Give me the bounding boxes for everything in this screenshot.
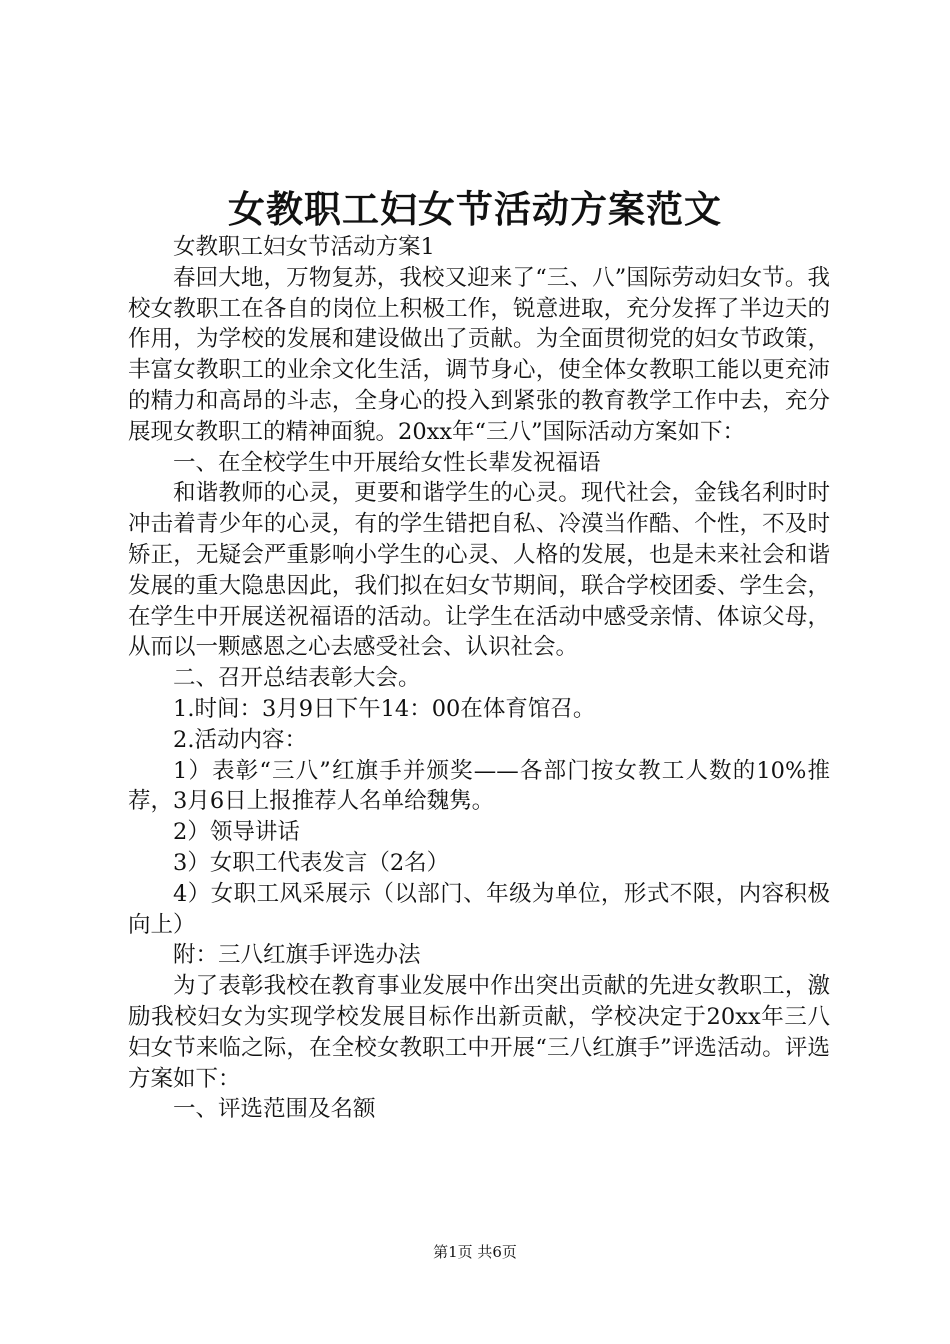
list-item: 3）女职工代表发言（2名） xyxy=(173,849,450,876)
list-item: 1.时间：3月9日下午14：00在体育馆召。 xyxy=(173,695,596,722)
section-heading: 一、在全校学生中开展给女性长辈发祝福语 xyxy=(173,449,601,476)
document-body xyxy=(128,232,830,1125)
list-item: 2.活动内容： xyxy=(173,726,307,753)
paragraph-heading: 女教职工妇女节活动方案1 xyxy=(173,234,435,260)
page-number: 第1页 共6页 xyxy=(433,1243,517,1261)
list-item: 2）领导讲话 xyxy=(173,819,300,846)
document-title: 女教职工妇女节活动方案范文 xyxy=(228,187,722,231)
section-heading: 一、评选范围及名额 xyxy=(173,1096,376,1123)
list-item: 1）表彰“三八”红旗手并颁奖——各部门按女教工人数的10%推荐，3月6日上报推荐人名单给魏隽。 xyxy=(128,757,830,815)
paragraph: 和谐教师的心灵，更要和谐学生的心灵。现代社会，金钱名利时时冲击着青少年的心灵，有的学生错把自私、冷漠当作酷、个性，不及时矫正，无疑会严重影响小学生的心灵、人格的发展，也是未来社会和谐发展的重大隐患因此，我们拟在妇女节期间，联合学校团委、学生会，在学生中开展送祝福语的活动。让学生在活动中感受亲情、体谅父母，从而以一颗感恩之心去感受社会、认识社会。 xyxy=(128,480,830,661)
paragraph: 为了表彰我校在教育事业发展中作出突出贡献的先进女教职工，激励我校妇女为实现学校发展目标作出新贡献，学校决定于20xx年三八妇女节来临之际，在全校女教职工中开展“三八红旗手”评选活动。评选方案如下： xyxy=(128,973,830,1092)
appendix-heading: 附：三八红旗手评选办法 xyxy=(173,942,421,969)
list-item: 4）女职工风采展示（以部门、年级为单位，形式不限，内容积极向上） xyxy=(128,880,830,938)
section-heading: 二、召开总结表彰大会。 xyxy=(173,665,421,692)
paragraph: 春回大地，万物复苏，我校又迎来了“三、八”国际劳动妇女节。我校女教职工在各自的岗位上积极工作，锐意进取，充分发挥了半边天的作用，为学校的发展和建设做出了贡献。为全面贯彻党的妇女节政策，丰富女教职工的业余文化生活，调节身心，使全体女教职工能以更充沛的精力和高昂的斗志，全身心的投入到紧张的教育教学工作中去，充分展现女教职工的精神面貌。20xx年“三八”国际活动方案如下： xyxy=(128,264,830,445)
